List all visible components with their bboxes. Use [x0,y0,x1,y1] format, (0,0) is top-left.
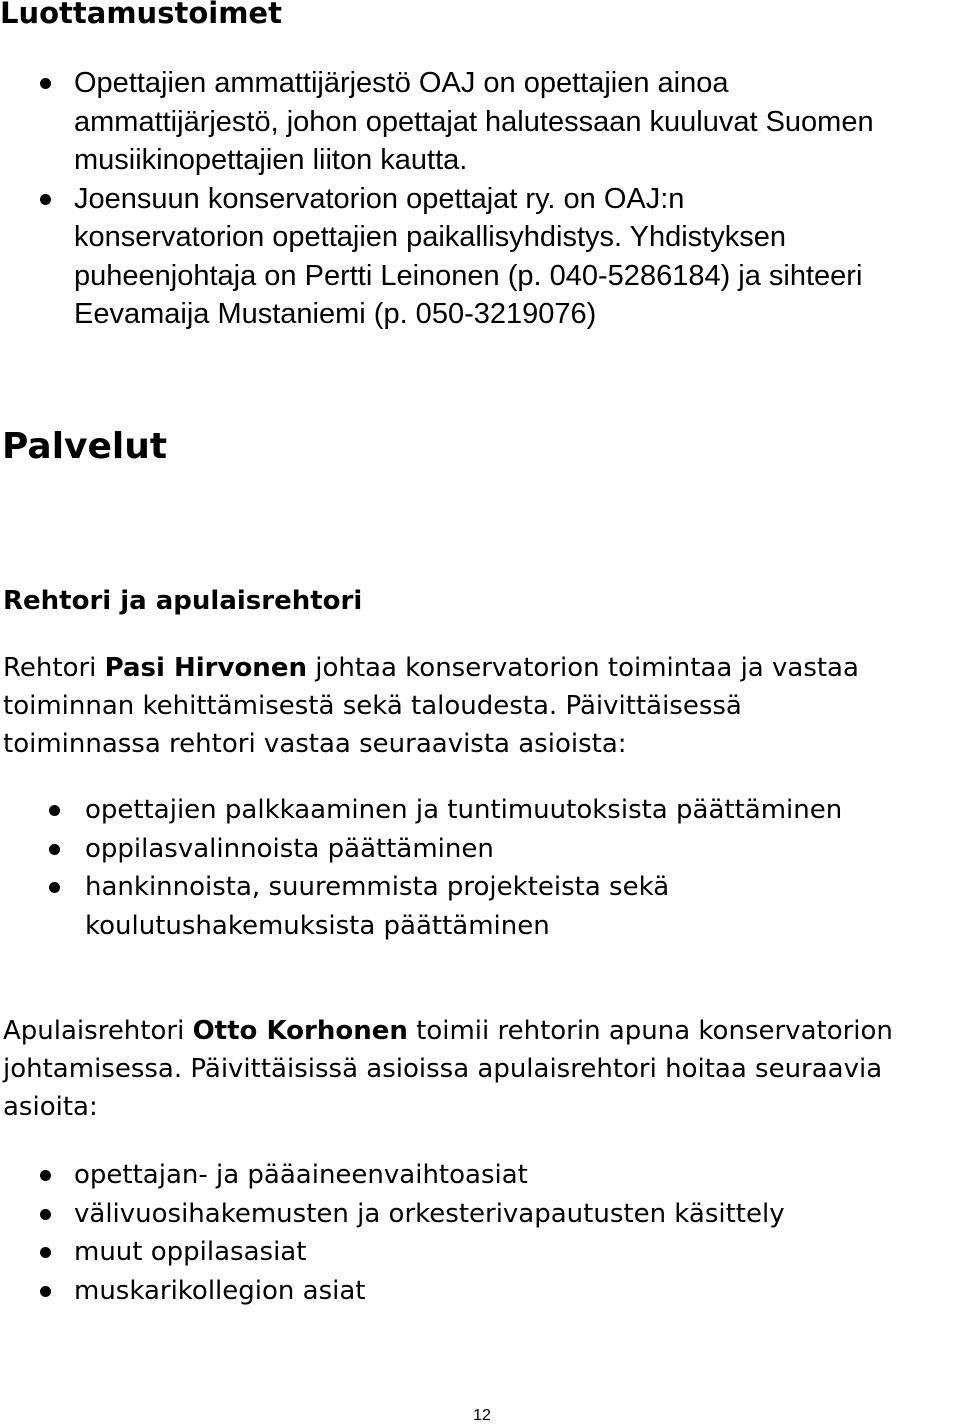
bullet-icon [49,844,60,855]
bullet-icon [49,882,60,893]
paragraph-line: toiminnassa rehtori vastaa seuraavista asioista: [3,729,627,759]
rehtori-name: Pasi Hirvonen [104,653,307,683]
bullet-icon [40,1247,51,1258]
apulaisrehtori-name: Otto Korhonen [192,1016,408,1046]
section-heading-luottamustoimet: Luottamustoimet [0,0,282,30]
rehtori-duties-list [0,791,842,945]
list-item-line: opettajan- ja pääaineenvaihtoasiat [74,1160,528,1190]
rehtori-paragraph [3,649,960,763]
list-item [0,830,842,869]
bullet-icon [40,1209,51,1220]
text-span: toimii rehtorin apuna konservatorion [407,1016,893,1046]
list-item-line: muut oppilasasiat [74,1237,307,1267]
list-item-line: muskarikollegion asiat [74,1275,366,1306]
bullet-icon [40,194,51,205]
list-item-line: musiikinopettajien liiton kautta. [74,144,468,176]
list-item-line: puheenjohtaja on Pertti Leinonen (p. 040-5286184) ja sihteeri [74,259,863,292]
text-span: Apulaisrehtori [3,1016,193,1046]
list-item [0,1233,785,1272]
paragraph-line [3,1012,960,1050]
list-item-line: hankinnoista, suuremmista projekteista sekä [85,872,670,902]
list-item-line: Eevamaija Mustaniemi (p. 050-3219076) [74,298,597,330]
list-item-line: oppilasvalinnoista päättäminen [85,833,494,864]
text-span: johtaa konservatorion toimintaa ja vastaa [306,653,859,683]
paragraph-line: johtamisessa. Päivittäisissä asioissa apulaisrehtori hoitaa seuraavia [3,1054,883,1084]
list-item [0,64,960,180]
list-item [0,1195,785,1234]
list-item [0,180,960,334]
bullet-icon [40,1286,51,1297]
luottamustoimet-list [0,64,960,334]
list-item [0,868,842,945]
paragraph-line: asioita: [3,1092,98,1122]
apulaisrehtori-paragraph [3,1012,960,1126]
bullet-icon [40,78,51,89]
list-item-line: Joensuun konservatorion opettajat ry. on OAJ:n [74,182,685,215]
list-item-line: Opettajien ammattijärjestö OAJ on opettajien ainoa [74,67,729,99]
section-heading-palvelut: Palvelut [2,426,168,467]
bullet-icon [40,1170,51,1181]
list-item [0,1156,785,1195]
list-item [0,1272,785,1311]
list-item [0,791,842,830]
list-item-line: opettajien palkkaaminen ja tuntimuutoksista päättäminen [85,795,843,825]
page-number-text: 12 [473,1407,491,1424]
list-item-line: ammattijärjestö, johon opettajat halutessaan kuuluvat Suomen [74,105,874,138]
paragraph-line: toiminnan kehittämisestä sekä taloudesta. Päivittäisessä [3,691,742,721]
bullet-icon [49,805,60,816]
list-item-line: välivuosihakemusten ja orkesterivapautusten käsittely [74,1198,785,1229]
page-number [0,1406,960,1426]
text-span: Rehtori [3,653,105,683]
list-item-line: konservatorion opettajien paikallisyhdistys. Yhdistyksen [74,221,786,253]
paragraph-line [3,649,960,687]
apulaisrehtori-duties-list [0,1156,785,1310]
list-item-line: koulutushakemuksista päättäminen [85,910,550,941]
subheading-rehtori: Rehtori ja apulaisrehtori [3,586,363,616]
